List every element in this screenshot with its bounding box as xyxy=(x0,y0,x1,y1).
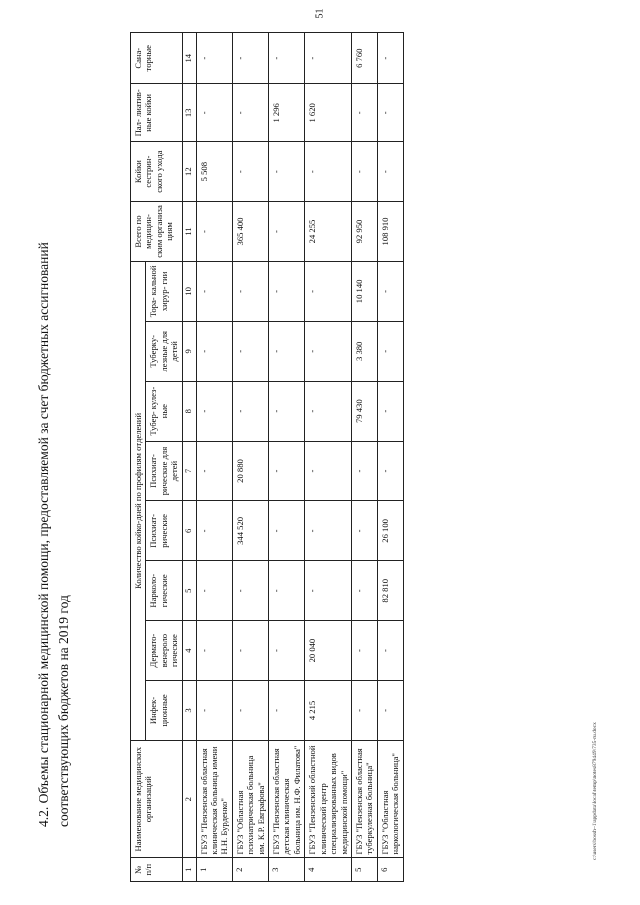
bed-days-cell: - xyxy=(269,381,305,441)
column-index: 9 xyxy=(182,321,196,381)
bed-days-cell: - xyxy=(305,561,352,621)
bed-days-cell: - xyxy=(196,441,232,501)
table-row xyxy=(351,33,377,882)
bed-days-cell: - xyxy=(196,33,232,84)
table-row xyxy=(269,33,305,882)
row-number: 3 xyxy=(269,858,305,882)
bed-days-cell: - xyxy=(269,33,305,84)
bed-days-cell: - xyxy=(305,142,352,202)
row-number: 2 xyxy=(232,858,268,882)
bed-days-cell: - xyxy=(269,621,305,681)
bed-days-cell: - xyxy=(269,441,305,501)
bed-days-cell: - xyxy=(196,501,232,561)
bed-days-cell: - xyxy=(196,681,232,741)
bed-days-cell: 20 040 xyxy=(305,621,352,681)
column-index: 4 xyxy=(182,621,196,681)
file-path-footer: c:\users\bossh~1\appdata\local\temp\notes879449\735-ru.docx xyxy=(592,722,598,860)
bed-days-cell: - xyxy=(305,441,352,501)
bed-days-cell: - xyxy=(232,84,268,142)
bed-days-cell: - xyxy=(377,33,403,84)
bed-days-cell: - xyxy=(351,501,377,561)
column-index: 2 xyxy=(182,740,196,858)
bed-days-cell: - xyxy=(377,321,403,381)
bed-days-cell: - xyxy=(269,561,305,621)
column-index: 7 xyxy=(182,441,196,501)
bed-days-cell: 344 520 xyxy=(232,501,268,561)
bed-days-cell: - xyxy=(351,681,377,741)
profile-header: Инфек- ционные xyxy=(146,681,182,741)
organization-name: ГБУЗ "Пензенская областная детская клиническая больница им. Н.Ф. Филатова" xyxy=(269,740,305,858)
bed-days-cell: - xyxy=(377,142,403,202)
bed-days-cell: - xyxy=(232,33,268,84)
bed-days-cell: - xyxy=(351,441,377,501)
bed-days-cell: - xyxy=(269,501,305,561)
column-index: 14 xyxy=(182,33,196,84)
bed-days-cell: 92 950 xyxy=(351,202,377,262)
bed-days-cell: - xyxy=(269,142,305,202)
bed-days-cell: - xyxy=(196,621,232,681)
section-heading xyxy=(34,47,74,827)
column-index: 12 xyxy=(182,142,196,202)
bed-days-cell: - xyxy=(196,381,232,441)
organization-name: ГБУЗ "Пензенский областной клинический центр специализированных видов медицинской помощи" xyxy=(305,740,352,858)
column-index: 8 xyxy=(182,381,196,441)
profile-header: Нарколо- гические xyxy=(146,561,182,621)
bed-days-cell: - xyxy=(351,142,377,202)
group-header: Количество койко-дней по профилям отделений xyxy=(131,261,146,740)
bed-days-cell: 3 380 xyxy=(351,321,377,381)
col-palliative-header: Пал- лиатив- ные койки xyxy=(131,84,183,142)
bed-days-cell: - xyxy=(305,321,352,381)
bed-days-cell: - xyxy=(232,142,268,202)
col-name-header: Наименование медицинских организаций xyxy=(131,740,183,858)
bed-days-cell: 1 296 xyxy=(269,84,305,142)
bed-days-cell: - xyxy=(269,202,305,262)
bed-days-cell: - xyxy=(377,621,403,681)
bed-days-cell: 10 140 xyxy=(351,261,377,321)
bed-days-cell: - xyxy=(196,202,232,262)
profile-header: Психиат- рические xyxy=(146,501,182,561)
bed-days-cell: 79 430 xyxy=(351,381,377,441)
bed-days-cell: 82 810 xyxy=(377,561,403,621)
bed-days-cell: - xyxy=(377,441,403,501)
bed-days-cell: - xyxy=(305,261,352,321)
profile-header: Туберку- лезные для детей xyxy=(146,321,182,381)
column-index: 10 xyxy=(182,261,196,321)
bed-days-cell: - xyxy=(232,681,268,741)
row-number: 1 xyxy=(196,858,232,882)
col-total-header: Всего по медицин- ским организа циям xyxy=(131,202,183,262)
bed-days-cell: 5 508 xyxy=(196,142,232,202)
bed-days-cell: - xyxy=(377,261,403,321)
column-index: 5 xyxy=(182,561,196,621)
bed-days-cell: - xyxy=(351,561,377,621)
column-index: 6 xyxy=(182,501,196,561)
bed-days-cell: - xyxy=(351,621,377,681)
col-no-header: № п/п xyxy=(131,858,183,882)
column-index-row xyxy=(182,33,196,882)
column-index: 11 xyxy=(182,202,196,262)
profile-header: Дермато- венероло гические xyxy=(146,621,182,681)
bed-days-cell: 24 255 xyxy=(305,202,352,262)
organization-name: ГБУЗ "Областная психиатрическая больница им. К.Р. Евграфова" xyxy=(232,740,268,858)
bed-days-cell: 1 620 xyxy=(305,84,352,142)
row-number: 5 xyxy=(351,858,377,882)
bed-days-cell: - xyxy=(196,84,232,142)
volumes-table xyxy=(130,32,404,882)
bed-days-cell: - xyxy=(232,381,268,441)
table-body xyxy=(196,33,403,882)
bed-days-cell: - xyxy=(377,84,403,142)
row-number: 6 xyxy=(377,858,403,882)
profile-header: Психиат- рические для детей xyxy=(146,441,182,501)
page-number: 51 xyxy=(314,8,326,19)
col-nursing-header: Койки сестрин- ского ухода xyxy=(131,142,183,202)
table-row xyxy=(377,33,403,882)
bed-days-cell: - xyxy=(196,321,232,381)
bed-days-cell: 20 880 xyxy=(232,441,268,501)
bed-days-cell: - xyxy=(377,681,403,741)
column-index: 1 xyxy=(182,858,196,882)
bed-days-cell: 365 400 xyxy=(232,202,268,262)
table-row xyxy=(232,33,268,882)
bed-days-cell: - xyxy=(305,33,352,84)
table-wrap xyxy=(130,32,570,882)
table-row xyxy=(196,33,232,882)
column-index: 13 xyxy=(182,84,196,142)
organization-name: ГБУЗ "Пензенская областная клиническая больница имени Н.Н. Бурденко" xyxy=(196,740,232,858)
bed-days-cell: 108 910 xyxy=(377,202,403,262)
profile-header: Тубер- кулез- ные xyxy=(146,381,182,441)
bed-days-cell: - xyxy=(196,561,232,621)
row-number: 4 xyxy=(305,858,352,882)
organization-name: ГБУЗ "Пензенская областная туберкулезная больница" xyxy=(351,740,377,858)
header-row-1 xyxy=(131,33,146,882)
rotated-page-content xyxy=(20,2,630,892)
profile-header: Тора- кальной хирур- гии xyxy=(146,261,182,321)
heading-line-1: 4.2. Объемы стационарной медицинской помощи, предоставляемой за счет бюджетных ассигнований xyxy=(36,242,51,827)
heading-line-2: соответствующих бюджетов на 2019 год xyxy=(56,595,71,827)
bed-days-cell: 4 215 xyxy=(305,681,352,741)
bed-days-cell: - xyxy=(232,321,268,381)
bed-days-cell: - xyxy=(305,381,352,441)
bed-days-cell: - xyxy=(269,261,305,321)
bed-days-cell: - xyxy=(196,261,232,321)
bed-days-cell: 6 760 xyxy=(351,33,377,84)
bed-days-cell: - xyxy=(351,84,377,142)
bed-days-cell: - xyxy=(269,681,305,741)
organization-name: ГБУЗ "Областная наркологическая больница" xyxy=(377,740,403,858)
bed-days-cell: 26 100 xyxy=(377,501,403,561)
table-row xyxy=(305,33,352,882)
bed-days-cell: - xyxy=(269,321,305,381)
col-sanatorium-header: Сана- торные xyxy=(131,33,183,84)
bed-days-cell: - xyxy=(232,261,268,321)
bed-days-cell: - xyxy=(232,621,268,681)
bed-days-cell: - xyxy=(232,561,268,621)
bed-days-cell: - xyxy=(377,381,403,441)
column-index: 3 xyxy=(182,681,196,741)
bed-days-cell: - xyxy=(305,501,352,561)
